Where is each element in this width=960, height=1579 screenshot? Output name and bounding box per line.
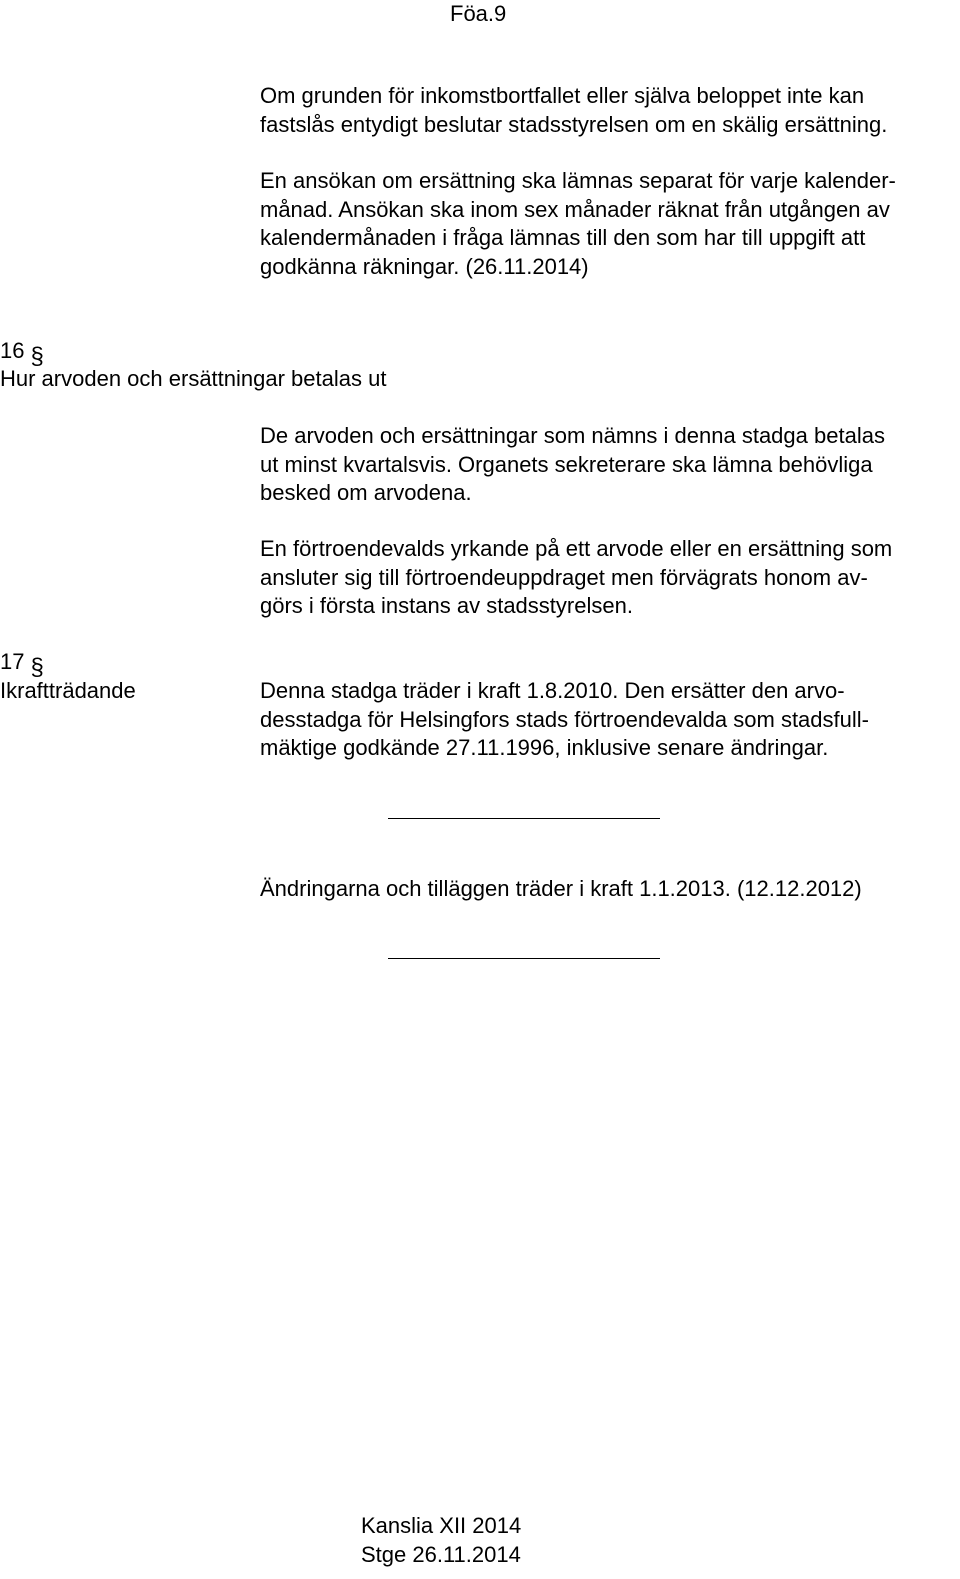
section-17-title: Ikraftträdande — [0, 678, 136, 703]
separator-line — [388, 818, 660, 819]
text-line: besked om arvodena. — [260, 480, 472, 505]
section-sign: § — [30, 343, 44, 370]
text-line: En ansökan om ersättning ska lämnas separat för varje kalender- — [260, 168, 896, 193]
section-sign: § — [30, 654, 44, 681]
page-label: Föa.9 — [450, 1, 507, 26]
footer-date: Stge 26.11.2014 — [361, 1542, 521, 1567]
text-line: desstadga för Helsingfors stads förtroendevalda som stadsfull- — [260, 706, 869, 732]
text-line: ansluter sig till förtroendeuppdraget men förvägrats honom av- — [260, 564, 868, 590]
text-line: Om grunden för inkomstbortfallet eller själva beloppet inte kan — [260, 83, 865, 108]
text-line: månad. Ansökan ska inom sex månader räknat från utgången av — [260, 196, 890, 222]
section-number: 16 — [0, 338, 25, 363]
paragraph-income-loss — [260, 82, 960, 139]
paragraph-entry-into-force — [260, 677, 960, 763]
separator-line — [388, 958, 660, 959]
text-line: kalendermånaden i fråga lämnas till den som har till uppgift att — [260, 225, 866, 250]
text-line: Denna stadga träder i kraft 1.8.2010. Den ersätter den arvo- — [260, 678, 845, 703]
paragraph-payment — [260, 422, 960, 508]
paragraph-claim — [260, 535, 960, 621]
footer-office: Kanslia XII 2014 — [361, 1513, 522, 1538]
text-line: godkänna räkningar. (26.11.2014) — [260, 253, 589, 279]
section-16-title: Hur arvoden och ersättningar betalas ut — [0, 366, 387, 391]
text-line: mäktige godkände 27.11.1996, inklusive senare ändringar. — [260, 735, 829, 760]
paragraph-application — [260, 167, 960, 281]
amendment-note: Ändringarna och tilläggen träder i kraft 1.1.2013. (12.12.2012) — [260, 876, 862, 901]
text-line: görs i första instans av stadsstyrelsen. — [260, 593, 633, 618]
text-line: De arvoden och ersättningar som nämns i denna stadga betalas — [260, 423, 885, 448]
text-line: En förtroendevalds yrkande på ett arvode eller en ersättning som — [260, 536, 893, 561]
section-number: 17 — [0, 649, 25, 674]
text-line: fastslås entydigt beslutar stadsstyrelsen om en skälig ersättning. — [260, 111, 888, 137]
text-line: ut minst kvartalsvis. Organets sekreterare ska lämna behövliga — [260, 451, 873, 477]
